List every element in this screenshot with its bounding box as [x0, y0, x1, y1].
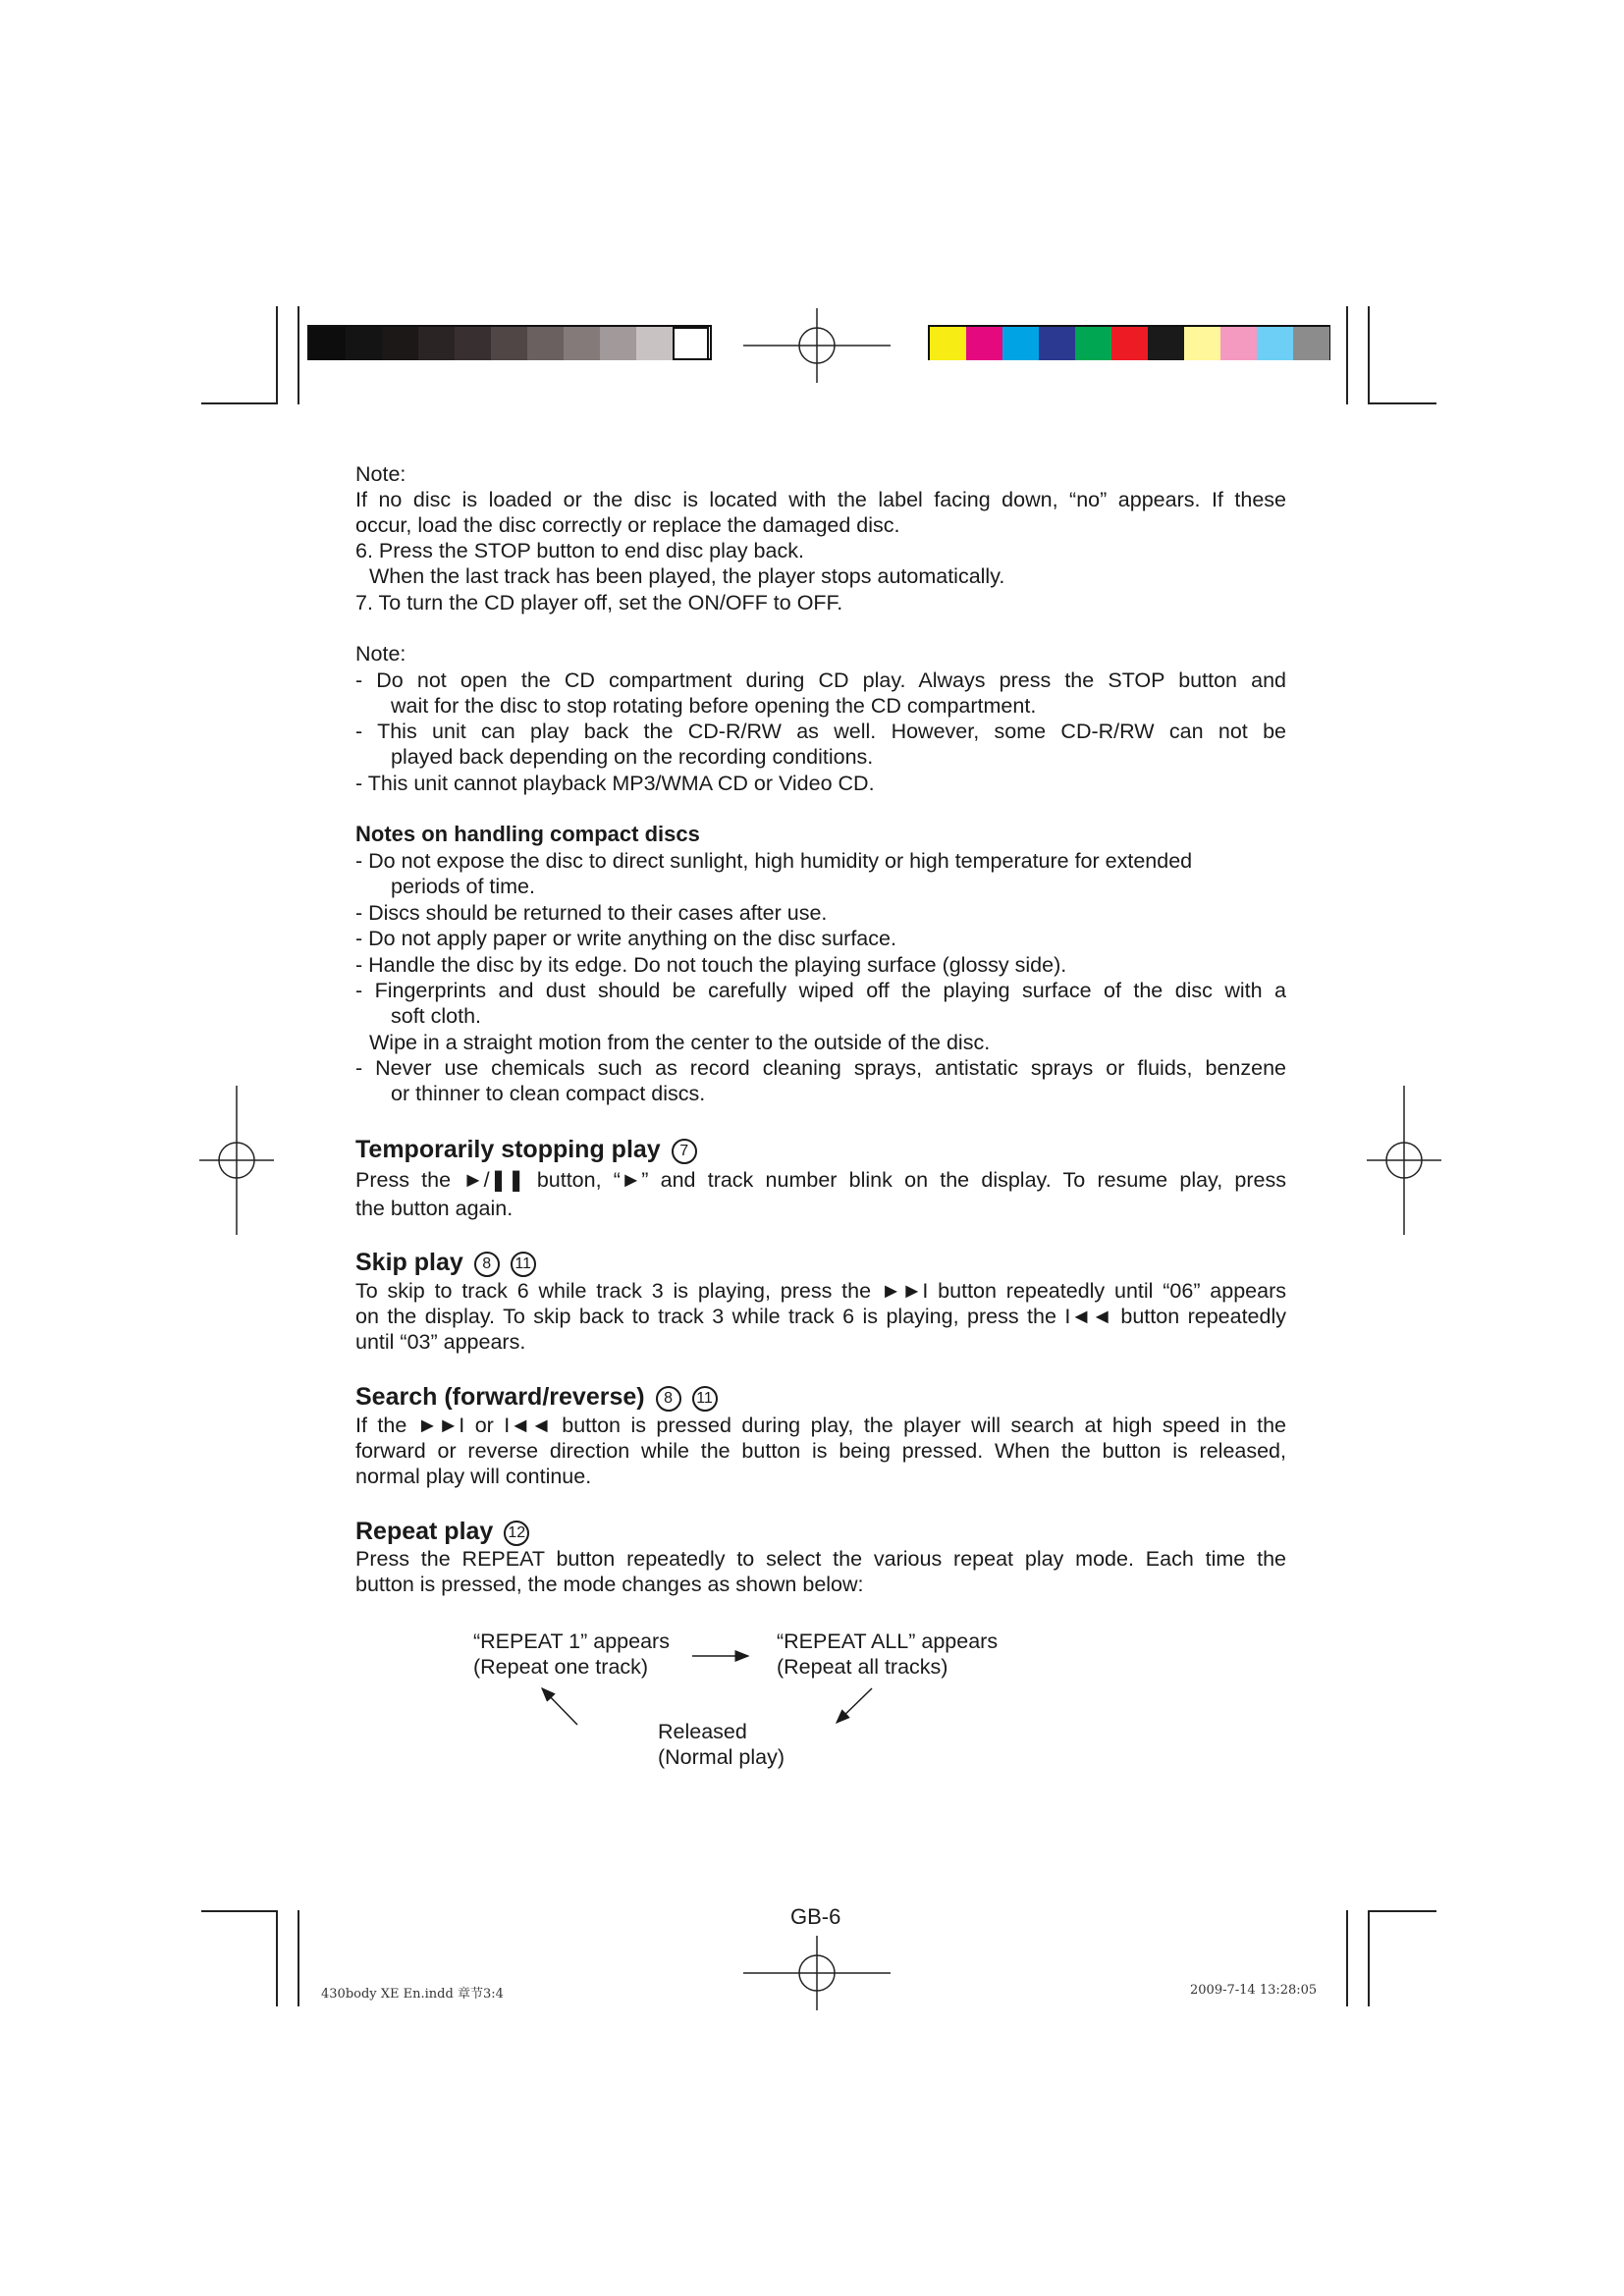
- diagram-arrows: [530, 1629, 884, 1747]
- handling-bullet4: - Handle the disc by its edge. Do not touch the playing surface (glossy side).: [355, 953, 1067, 977]
- search-line3: normal play will continue.: [355, 1465, 592, 1488]
- handling-bullet5-line1: - Fingerprints and dust should be carefully wiped off the playing surface of the disc with a: [355, 979, 1286, 1002]
- repeat-heading: [355, 1518, 529, 1546]
- arrow-released-to-one: [542, 1688, 577, 1725]
- color-swatch: [382, 327, 418, 360]
- ref-badge: 11: [692, 1386, 718, 1412]
- search-line1: If the ►►I or I◄◄ button is pressed during play, the player will search at high speed in the: [355, 1414, 1286, 1437]
- color-swatch: [1148, 327, 1184, 360]
- handling-title: Notes on handling compact discs: [355, 822, 700, 846]
- handling-bullet3: - Do not apply paper or write anything on the disc surface.: [355, 927, 896, 950]
- search-line2: forward or reverse direction while the button is being pressed. When the button is released,: [355, 1439, 1286, 1463]
- color-swatch: [455, 327, 491, 360]
- step-6: 6. Press the STOP button to end disc play back.: [355, 539, 804, 562]
- note1-line1: If no disc is loaded or the disc is located with the label facing down, “no” appears. If these: [355, 488, 1286, 511]
- arrow-all-to-released: [837, 1688, 872, 1723]
- repeat-title: Repeat play: [355, 1518, 494, 1545]
- ref-badge: 11: [511, 1252, 536, 1277]
- repeat-all-desc: (Repeat all tracks): [777, 1655, 948, 1679]
- search-heading: [355, 1383, 718, 1412]
- right-registration-mark: [1367, 1086, 1441, 1235]
- released-desc: (Normal play): [658, 1745, 785, 1769]
- released-label: Released: [658, 1720, 747, 1743]
- note2-bullet3: - This unit cannot playback MP3/WMA CD or Video CD.: [355, 772, 875, 795]
- repeat-all-label: “REPEAT ALL” appears: [777, 1629, 999, 1653]
- color-swatch: [930, 327, 966, 360]
- color-swatch: [418, 327, 455, 360]
- repeat-one-label: “REPEAT 1” appears: [473, 1629, 670, 1653]
- color-swatch: [600, 327, 636, 360]
- page-number: GB-6: [790, 1904, 841, 1929]
- handling-bullet2: - Discs should be returned to their cases after use.: [355, 901, 828, 925]
- skip-line2: on the display. To skip back to track 3 while track 6 is playing, press the I◄◄ button repeatedly: [355, 1305, 1286, 1328]
- temp-stop-heading: [355, 1136, 697, 1164]
- temp-stop-title: Temporarily stopping play: [355, 1136, 661, 1163]
- repeat-line2: button is pressed, the mode changes as shown below:: [355, 1573, 864, 1596]
- note1-line2: occur, load the disc correctly or replace the damaged disc.: [355, 513, 900, 537]
- temp-stop-line1: Press the ►/❚❚ button, “►” and track number blink on the display. To resume play, press: [355, 1168, 1286, 1192]
- color-swatch: [966, 327, 1002, 360]
- color-swatch: [636, 327, 673, 360]
- skip-heading: [355, 1249, 536, 1277]
- temp-stop-line2: the button again.: [355, 1197, 514, 1220]
- note1-label: Note:: [355, 462, 406, 486]
- color-swatch: [1002, 327, 1039, 360]
- color-swatch: [346, 327, 382, 360]
- ref-badge: 8: [474, 1252, 500, 1277]
- ref-badge: 8: [656, 1386, 681, 1412]
- color-swatch: [1293, 327, 1329, 360]
- color-swatch: [309, 327, 346, 360]
- note2-label: Note:: [355, 642, 406, 666]
- ref-badge: 12: [504, 1521, 529, 1546]
- repeat-one-desc: (Repeat one track): [473, 1655, 649, 1679]
- ref-badge: 7: [672, 1139, 697, 1164]
- footer-timestamp: 2009-7-14 13:28:05: [1190, 1983, 1318, 1998]
- color-swatch: [1111, 327, 1148, 360]
- color-swatch: [1039, 327, 1075, 360]
- handling-bullet6-line2: or thinner to clean compact discs.: [391, 1082, 706, 1105]
- color-swatch: [564, 327, 600, 360]
- handling-bullet5-line2: soft cloth.: [391, 1004, 482, 1028]
- step-6-detail: When the last track has been played, the player stops automatically.: [369, 564, 1005, 588]
- color-swatch: [1075, 327, 1111, 360]
- note2-bullet2-line1: - This unit can play back the CD-R/RW as well. However, some CD-R/RW can not be: [355, 720, 1286, 743]
- repeat-line1: Press the REPEAT button repeatedly to select the various repeat play mode. Each time the: [355, 1547, 1286, 1571]
- skip-line1: To skip to track 6 while track 3 is playing, press the ►►I button repeatedly until “06” appears: [355, 1279, 1286, 1303]
- note2-bullet1-line1: - Do not open the CD compartment during CD play. Always press the STOP button and: [355, 668, 1286, 692]
- skip-title: Skip play: [355, 1249, 463, 1276]
- step-7: 7. To turn the CD player off, set the ON/OFF to OFF.: [355, 591, 843, 614]
- search-title: Search (forward/reverse): [355, 1383, 645, 1411]
- color-swatch: [1220, 327, 1257, 360]
- color-swatch: [527, 327, 564, 360]
- top-registration-mark: [743, 308, 891, 383]
- color-swatch: [1184, 327, 1220, 360]
- handling-bullet1-line2: periods of time.: [391, 875, 535, 898]
- skip-line3: until “03” appears.: [355, 1330, 526, 1354]
- bottom-registration-mark: [743, 1936, 891, 2010]
- handling-wipe-note: Wipe in a straight motion from the center to the outside of the disc.: [369, 1031, 991, 1054]
- note2-bullet1-line2: wait for the disc to stop rotating before opening the CD compartment.: [391, 694, 1037, 718]
- color-swatch: [673, 327, 709, 360]
- note2-bullet2-line2: played back depending on the recording conditions.: [391, 745, 874, 769]
- handling-bullet6-line1: - Never use chemicals such as record cleaning sprays, antistatic sprays or fluids, benzene: [355, 1056, 1286, 1080]
- color-swatch: [491, 327, 527, 360]
- handling-bullet1-line1: - Do not expose the disc to direct sunlight, high humidity or high temperature for extended: [355, 849, 1193, 873]
- color-swatch: [1257, 327, 1293, 360]
- footer-file-info: 430body XE En.indd 章节3:4: [321, 1987, 504, 2002]
- left-registration-mark: [199, 1086, 274, 1235]
